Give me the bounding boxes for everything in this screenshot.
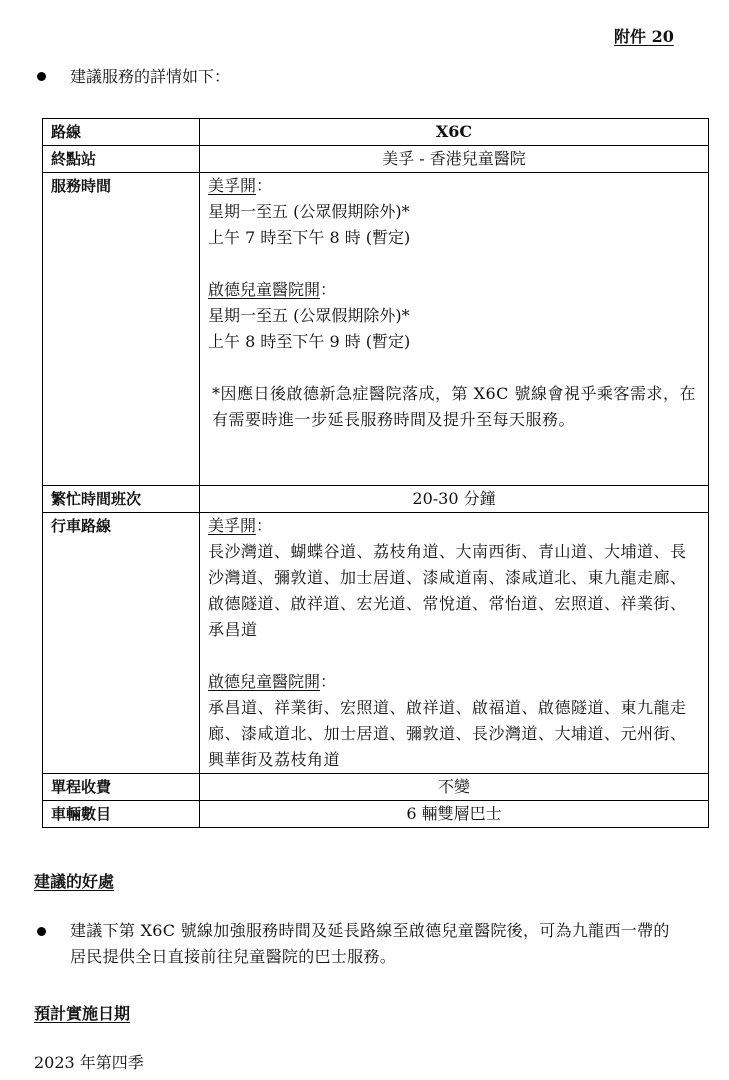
routing-label: 行車路線 bbox=[43, 513, 200, 774]
fleet-value: 6 輛雙層巴士 bbox=[200, 801, 709, 828]
route-value: X6C bbox=[200, 119, 709, 146]
bullet-icon bbox=[37, 927, 46, 936]
routing-hospital-route: 承昌道、祥業街、宏照道、啟祥道、啟福道、啟德隧道、東九龍走廊、漆咸道北、加士居道、彌敦道、長沙灣道、大埔道、元州街、興華街及荔枝角道 bbox=[208, 698, 687, 769]
benefits-text: 建議下第 X6C 號線加強服務時間及延長路線至啟德兒童醫院後，可為九龍西一帶的居民提供全日直接前往兒童醫院的巴士服務。 bbox=[70, 921, 670, 966]
hours-note: *因應日後啟德新急症醫院落成，第 X6C 號線會視乎乘客需求，在有需要時進一步延長服務時間及提升至每天服務。 bbox=[212, 384, 696, 429]
annex-label: 附件 20 bbox=[614, 27, 674, 46]
table-row-routing bbox=[43, 513, 709, 774]
hours-value bbox=[200, 173, 709, 486]
routing-meifoo-route: 長沙灣道、蝴蝶谷道、荔枝角道、大南西街、青山道、大埔道、長沙灣道、彌敦道、加士居道、漆咸道南、漆咸道北、東九龍走廊、啟德隧道、啟祥道、宏光道、常悅道、常怡道、宏照道、祥業街、承昌道 bbox=[208, 542, 687, 639]
hours-hospital-days: 星期一至五 (公眾假期除外)* bbox=[208, 306, 410, 325]
table-row-route bbox=[43, 119, 709, 146]
fleet-label: 車輛數目 bbox=[43, 801, 200, 828]
hours-meifoo-days: 星期一至五 (公眾假期除外)* bbox=[208, 202, 410, 221]
table-row-peak bbox=[43, 486, 709, 513]
table-row-hours bbox=[43, 173, 709, 486]
hours-hospital-heading: 啟德兒童醫院開： bbox=[208, 280, 337, 299]
table-row-fare bbox=[43, 774, 709, 801]
implementation-title: 預計實施日期 bbox=[34, 1004, 131, 1023]
benefits-title: 建議的好處 bbox=[34, 872, 115, 891]
fare-label: 單程收費 bbox=[43, 774, 200, 801]
intro-bullet-text: 建議服務的詳情如下： bbox=[70, 67, 231, 86]
peak-label: 繁忙時間班次 bbox=[43, 486, 200, 513]
hours-meifoo-time: 上午 7 時至下午 8 時 (暫定) bbox=[208, 228, 411, 247]
service-details-table bbox=[42, 118, 709, 828]
routing-hospital-heading: 啟德兒童醫院開： bbox=[208, 672, 337, 691]
peak-value: 20-30 分鐘 bbox=[200, 486, 709, 513]
routing-value bbox=[200, 513, 709, 774]
hours-label: 服務時間 bbox=[43, 173, 200, 486]
terminus-label: 終點站 bbox=[43, 146, 200, 173]
route-label: 路線 bbox=[43, 119, 200, 146]
terminus-value: 美孚 - 香港兒童醫院 bbox=[200, 146, 709, 173]
fare-value: 不變 bbox=[200, 774, 709, 801]
hours-hospital-time: 上午 8 時至下午 9 時 (暫定) bbox=[208, 332, 411, 351]
routing-meifoo-heading: 美孚開： bbox=[208, 516, 273, 535]
table-row-terminus bbox=[43, 146, 709, 173]
hours-meifoo-heading: 美孚開： bbox=[208, 176, 273, 195]
table-row-fleet bbox=[43, 801, 709, 828]
bullet-icon bbox=[37, 72, 46, 81]
implementation-date: 2023 年第四季 bbox=[34, 1053, 144, 1072]
